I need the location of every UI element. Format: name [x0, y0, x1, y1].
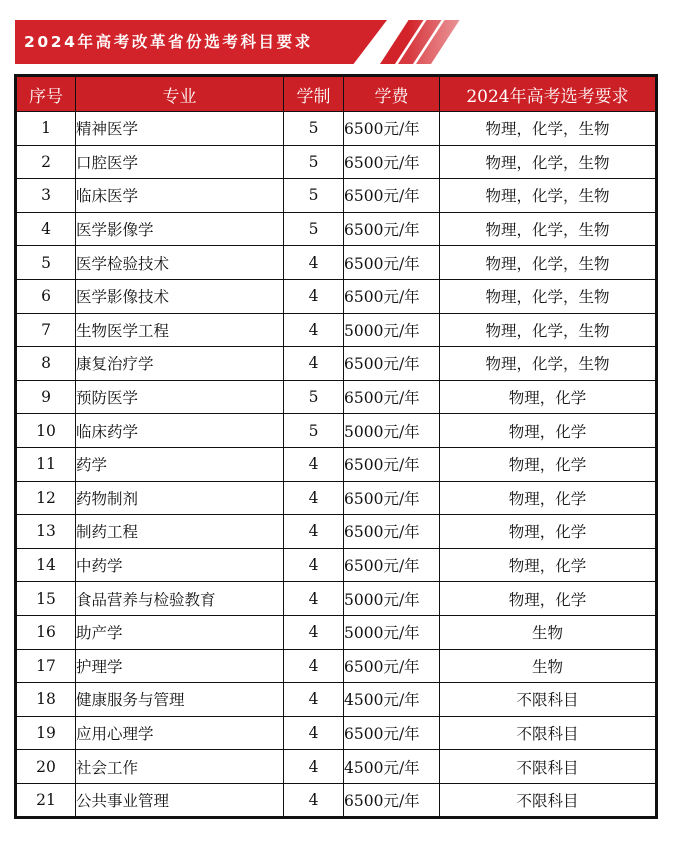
cell-years: 5 — [284, 414, 344, 448]
cell-years: 5 — [284, 179, 344, 213]
cell-fee: 6500元/年 — [344, 481, 440, 515]
cell-no: 21 — [16, 783, 76, 818]
cell-major: 健康服务与管理 — [76, 683, 284, 717]
cell-years: 4 — [284, 615, 344, 649]
cell-requirement: 物理，化学 — [440, 548, 657, 582]
cell-major: 口腔医学 — [76, 145, 284, 179]
header-major: 专业 — [76, 76, 284, 112]
cell-no: 9 — [16, 380, 76, 414]
table-row — [16, 447, 657, 481]
cell-no: 12 — [16, 481, 76, 515]
cell-requirement: 物理，化学，生物 — [440, 313, 657, 347]
cell-years: 4 — [284, 750, 344, 784]
table-row — [16, 414, 657, 448]
cell-years: 4 — [284, 582, 344, 616]
banner-fade — [360, 20, 480, 64]
header-no: 序号 — [16, 76, 76, 112]
cell-no: 6 — [16, 279, 76, 313]
cell-years: 4 — [284, 246, 344, 280]
cell-fee: 6500元/年 — [344, 649, 440, 683]
table-row — [16, 179, 657, 213]
table-row — [16, 380, 657, 414]
table-row — [16, 783, 657, 818]
cell-major: 制药工程 — [76, 515, 284, 549]
cell-major: 应用心理学 — [76, 716, 284, 750]
cell-requirement: 物理，化学，生物 — [440, 145, 657, 179]
cell-requirement: 物理，化学，生物 — [440, 212, 657, 246]
cell-no: 13 — [16, 515, 76, 549]
table-row — [16, 615, 657, 649]
cell-major: 医学影像技术 — [76, 279, 284, 313]
cell-major: 生物医学工程 — [76, 313, 284, 347]
cell-years: 4 — [284, 447, 344, 481]
cell-fee: 6500元/年 — [344, 179, 440, 213]
cell-major: 预防医学 — [76, 380, 284, 414]
table-row — [16, 246, 657, 280]
cell-no: 14 — [16, 548, 76, 582]
header-fee: 学费 — [344, 76, 440, 112]
cell-years: 5 — [284, 380, 344, 414]
table-row — [16, 279, 657, 313]
cell-no: 17 — [16, 649, 76, 683]
cell-fee: 6500元/年 — [344, 347, 440, 381]
cell-fee: 6500元/年 — [344, 246, 440, 280]
cell-years: 5 — [284, 112, 344, 146]
cell-years: 4 — [284, 716, 344, 750]
cell-no: 15 — [16, 582, 76, 616]
cell-years: 4 — [284, 683, 344, 717]
cell-fee: 6500元/年 — [344, 783, 440, 818]
cell-major: 助产学 — [76, 615, 284, 649]
cell-major: 康复治疗学 — [76, 347, 284, 381]
table-row — [16, 313, 657, 347]
cell-fee: 5000元/年 — [344, 313, 440, 347]
cell-no: 7 — [16, 313, 76, 347]
cell-requirement: 物理，化学，生物 — [440, 347, 657, 381]
cell-years: 4 — [284, 783, 344, 818]
cell-no: 5 — [16, 246, 76, 280]
cell-major: 临床医学 — [76, 179, 284, 213]
cell-no: 1 — [16, 112, 76, 146]
table-row — [16, 750, 657, 784]
cell-no: 10 — [16, 414, 76, 448]
cell-fee: 6500元/年 — [344, 145, 440, 179]
table-row — [16, 112, 657, 146]
cell-fee: 5000元/年 — [344, 615, 440, 649]
cell-years: 4 — [284, 515, 344, 549]
cell-fee: 5000元/年 — [344, 414, 440, 448]
header-row — [16, 76, 657, 112]
cell-requirement: 物理，化学 — [440, 414, 657, 448]
table-row — [16, 548, 657, 582]
cell-fee: 5000元/年 — [344, 582, 440, 616]
cell-no: 3 — [16, 179, 76, 213]
cell-no: 20 — [16, 750, 76, 784]
table-row — [16, 481, 657, 515]
cell-fee: 6500元/年 — [344, 716, 440, 750]
cell-requirement: 物理，化学，生物 — [440, 179, 657, 213]
cell-years: 4 — [284, 481, 344, 515]
cell-major: 中药学 — [76, 548, 284, 582]
cell-no: 4 — [16, 212, 76, 246]
table-row — [16, 649, 657, 683]
table-row — [16, 515, 657, 549]
cell-no: 16 — [16, 615, 76, 649]
cell-no: 11 — [16, 447, 76, 481]
cell-major: 护理学 — [76, 649, 284, 683]
cell-years: 4 — [284, 347, 344, 381]
cell-years: 5 — [284, 212, 344, 246]
cell-major: 精神医学 — [76, 112, 284, 146]
cell-requirement: 生物 — [440, 649, 657, 683]
table-body — [16, 112, 657, 818]
cell-fee: 6500元/年 — [344, 380, 440, 414]
cell-major: 药学 — [76, 447, 284, 481]
cell-years: 4 — [284, 649, 344, 683]
cell-fee: 6500元/年 — [344, 447, 440, 481]
cell-requirement: 物理，化学，生物 — [440, 279, 657, 313]
cell-fee: 6500元/年 — [344, 548, 440, 582]
cell-requirement: 物理，化学 — [440, 481, 657, 515]
cell-major: 医学检验技术 — [76, 246, 284, 280]
cell-fee: 6500元/年 — [344, 515, 440, 549]
cell-major: 药物制剂 — [76, 481, 284, 515]
cell-major: 食品营养与检验教育 — [76, 582, 284, 616]
cell-requirement: 不限科目 — [440, 783, 657, 818]
cell-major: 公共事业管理 — [76, 783, 284, 818]
cell-major: 临床药学 — [76, 414, 284, 448]
table-row — [16, 716, 657, 750]
cell-years: 4 — [284, 279, 344, 313]
cell-requirement: 生物 — [440, 615, 657, 649]
cell-no: 18 — [16, 683, 76, 717]
cell-no: 8 — [16, 347, 76, 381]
cell-years: 4 — [284, 313, 344, 347]
cell-requirement: 不限科目 — [440, 750, 657, 784]
cell-requirement: 不限科目 — [440, 716, 657, 750]
cell-requirement: 物理，化学 — [440, 447, 657, 481]
cell-fee: 6500元/年 — [344, 112, 440, 146]
cell-requirement: 不限科目 — [440, 683, 657, 717]
cell-no: 19 — [16, 716, 76, 750]
cell-major: 社会工作 — [76, 750, 284, 784]
page-title: 2024年高考改革省份选考科目要求 — [24, 33, 313, 51]
requirements-table — [14, 74, 658, 819]
header-years: 学制 — [284, 76, 344, 112]
cell-no: 2 — [16, 145, 76, 179]
cell-fee: 4500元/年 — [344, 683, 440, 717]
table-row — [16, 347, 657, 381]
table-row — [16, 582, 657, 616]
cell-fee: 6500元/年 — [344, 279, 440, 313]
table-row — [16, 683, 657, 717]
cell-requirement: 物理，化学，生物 — [440, 246, 657, 280]
table-row — [16, 145, 657, 179]
header-requirement: 2024年高考选考要求 — [440, 76, 657, 112]
table-row — [16, 212, 657, 246]
cell-fee: 4500元/年 — [344, 750, 440, 784]
cell-years: 5 — [284, 145, 344, 179]
cell-years: 4 — [284, 548, 344, 582]
cell-major: 医学影像学 — [76, 212, 284, 246]
cell-fee: 6500元/年 — [344, 212, 440, 246]
cell-requirement: 物理，化学 — [440, 380, 657, 414]
cell-requirement: 物理，化学 — [440, 515, 657, 549]
cell-requirement: 物理，化学，生物 — [440, 112, 657, 146]
cell-requirement: 物理，化学 — [440, 582, 657, 616]
